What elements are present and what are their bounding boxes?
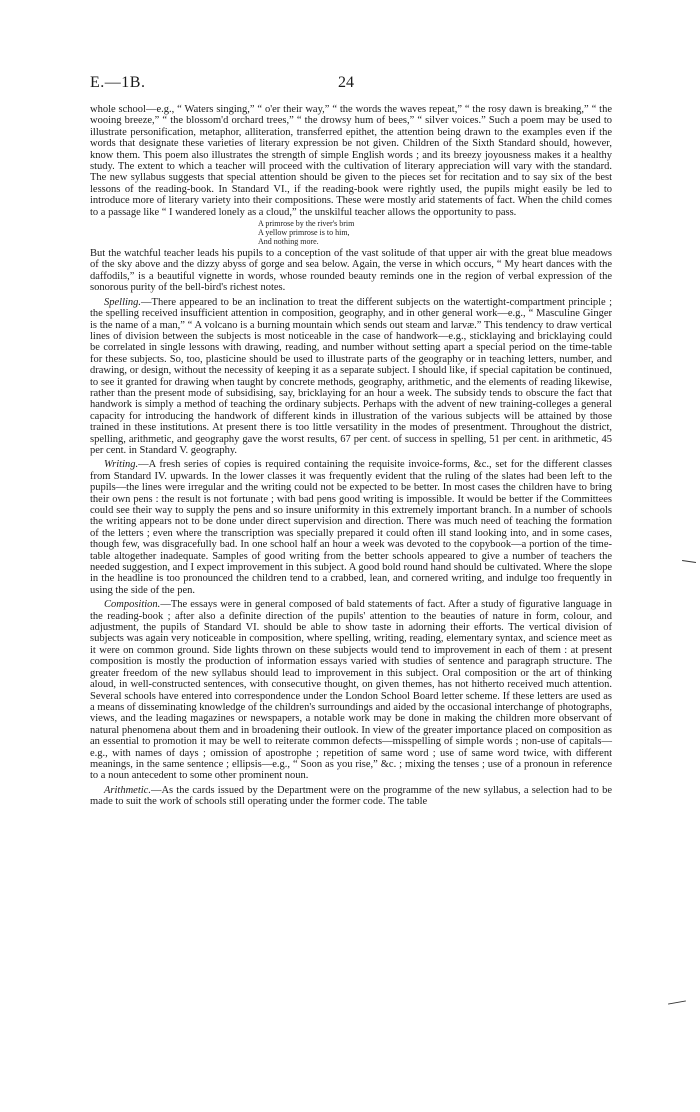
page-header (90, 74, 610, 94)
composition-section (90, 599, 612, 782)
composition-text: —The essays were in general composed of bald statements of fact. After a study of figurative language in the reading-book ; after also a definite direction of the pupils' attention to the beauties of nature in form, colour, and adjustment, the pupils of Standard VI. should be able to show taste in adorning their efforts. The vertical division of subjects was again very noticeable in composition, where spelling, writing, reading, elementary syntax, and science meet as it were on common ground. Side lights thrown on these subjects would tend to improvement in each of them : at present composition is mostly the production of information essays varied with studies of sentence and paragraph structure. The greater freedom of the new syllabus should lead to improvement in this subject. Oral composition or the art of thinking aloud, in well-constructed sentences, with consecutive thought, on given themes, has not hitherto received much attention. Several schools have entered into correspondence under the London School Board letter scheme. If these letters are used as a means of disseminating knowledge of the children's surroundings and aided by the occasional interchange of photographs, views, and the leading magazines or newspapers, a notable work may be done in making the children more observant of natural phenomena about them and in broadening their outlook. In view of the greater importance placed on composition as an essential to promotion it may be well to reiterate common defects—misspelling of simple words ; non-use of capitals—e.g., with names of days ; omission of apostrophe ; repetition of same word ; use of same word twice, with different meanings, in the same sentence ; ellipsis—e.g., “ Soon as you rise,” &c. ; mixing the tenses ; use of a pronoun in reference to a noun antecedent to some other prominent noun. (90, 599, 612, 782)
spelling-section (90, 297, 612, 457)
writing-text: —A fresh series of copies is required containing the requisite invoice-forms, &c., set for the different classes from Standard IV. upwards. In the lower classes it was frequently evident that the ruling of the slates had been left to the pupils—the lines were irregular and the writing could not be expected to be better. In most cases the children have to bring their own pens : the result is not fortunate ; with bad pens good writing is impossible. It would be better if the Committees could see their way to supply the pens and so insure uniformity in this extremely important branch. In a number of schools the writing appears not to be done under direct supervision and direction. There was much need of teaching the formation of the letters ; even where the transcription was specially prepared it could often ill stand looking into, and in some cases, though few, was disgracefully bad. In one school half an hour a week was devoted to the copybook—a portion of the time-table altogether inadequate. Samples of good writing from the better schools appeared to give a number of teachers the needed suggestion, and I expect improvement in this subject. A good bold round hand should be cultivated. Where the slope in the headline is too pronounced the children tend to a crabbed, lean, and cornered writing, and indulge too frequently in using the side of the pen. (90, 459, 612, 596)
arithmetic-text: —As the cards issued by the Department were on the programme of the new syllabus, a selection had to be made to suit the work of schools still operating under the former code. The table (90, 784, 612, 808)
writing-section (90, 459, 612, 596)
spelling-text: —There appeared to be an inclination to treat the different subjects on the watertight-compartment principle ; the spelling received insufficient attention in composition, geography, and in other general work—e.g., “ Masculine Ginger is the name of a man,” “ A volcano is a burning mountain which sends out steam and larvæ.” This tendency to draw vertical lines of division between the subjects is most noticeable in the case of handwork—e.g., sticklaying and bricklaying could be correlated in single lessons with drawing, reading, and number without setting apart a special period on the time-table for these subjects. So, too, plasticine should be used to illustrate parts of the geography or in teaching letters, number, and drawing, or design, without the necessity of keeping it as a separate subject. I should like, if special capitation be continued, to see it granted for drawing when taught by concrete methods, geography, arithmetic, and the elements of reading likewise, rather than the present mode of subsidising, say, bricklaying for an hour a week. The subsidy tends to obscure the fact that handwork is simply a method of teaching the ordinary subjects. Perhaps with the advent of new training-colleges a general capacity for introducing the handwork of different kinds in illustration of the various subjects will be attained by those trained in these institutions. At present there is too little versatility in the modes of presentment. Throughout the district, spelling, arithmetic, and geography gave the worst results, 67 per cent. of success in spelling, 51 per cent. in arithmetic, 45 per cent. in Standard V. geography. (90, 296, 612, 456)
margin-mark (668, 1000, 686, 1004)
poem-line: A primrose by the river's brim (258, 219, 355, 229)
report-body (90, 104, 612, 808)
poem-line: And nothing more. (258, 237, 319, 247)
after-poem-paragraph: But the watchful teacher leads his pupils to a conception of the vast solitude of that upper air with the great blue meadows of the sky above and the dizzy abyss of gorge and sea below. Again, the verse in which occurs, “ My heart dances with the daffodils,” is a beautiful vignette in words, whose rounded beauty reminds one in the region of verbal expression of the sonorous purity of the bell-bird's richest notes. (90, 248, 612, 294)
poem-quote (258, 219, 612, 246)
arithmetic-heading: Arithmetic. (104, 784, 151, 796)
report-reference: E.—1B. (90, 74, 146, 91)
composition-heading: Composition. (104, 599, 161, 611)
writing-heading: Writing. (104, 459, 139, 471)
margin-mark (682, 560, 696, 563)
poem-line: A yellow primrose is to him, (258, 228, 350, 238)
arithmetic-section (90, 785, 612, 808)
intro-paragraph: whole school—e.g., “ Waters singing,” “ o'er their way,” “ the words the waves repeat,” “ the rosy dawn is breaking,” “ the wooing breeze,” “ the blossom'd orchard trees,” “ the drowsy hum of bees,” “ silver voices.” Such a poem may be used to illustrate personification, metaphor, alliteration, transferred epithet, the attention being drawn to the examples even if the words that designate these varieties of literary expression be not given. Children of the Sixth Standard should, however, know them. This poem also illustrates the strength of simple English words ; and its breezy joyousness makes it a healthy study. The extent to which a teacher will proceed with the cultivation of literary appreciation will vary with the standard. The new syllabus suggests that special attention should be given to the pieces set for recitation and to say six of the best lessons of the reading-book. In Standard VI., if the reading-book were rightly used, the pupils might easily be led to introduce more of literary variety into their compositions. These were mostly arid statements of fact. When the child comes to a passage like “ I wandered lonely as a cloud,” the unskilful teacher allows the opportunity to pass. (90, 104, 612, 218)
spelling-heading: Spelling. (104, 296, 142, 308)
page-number: 24 (338, 74, 354, 91)
